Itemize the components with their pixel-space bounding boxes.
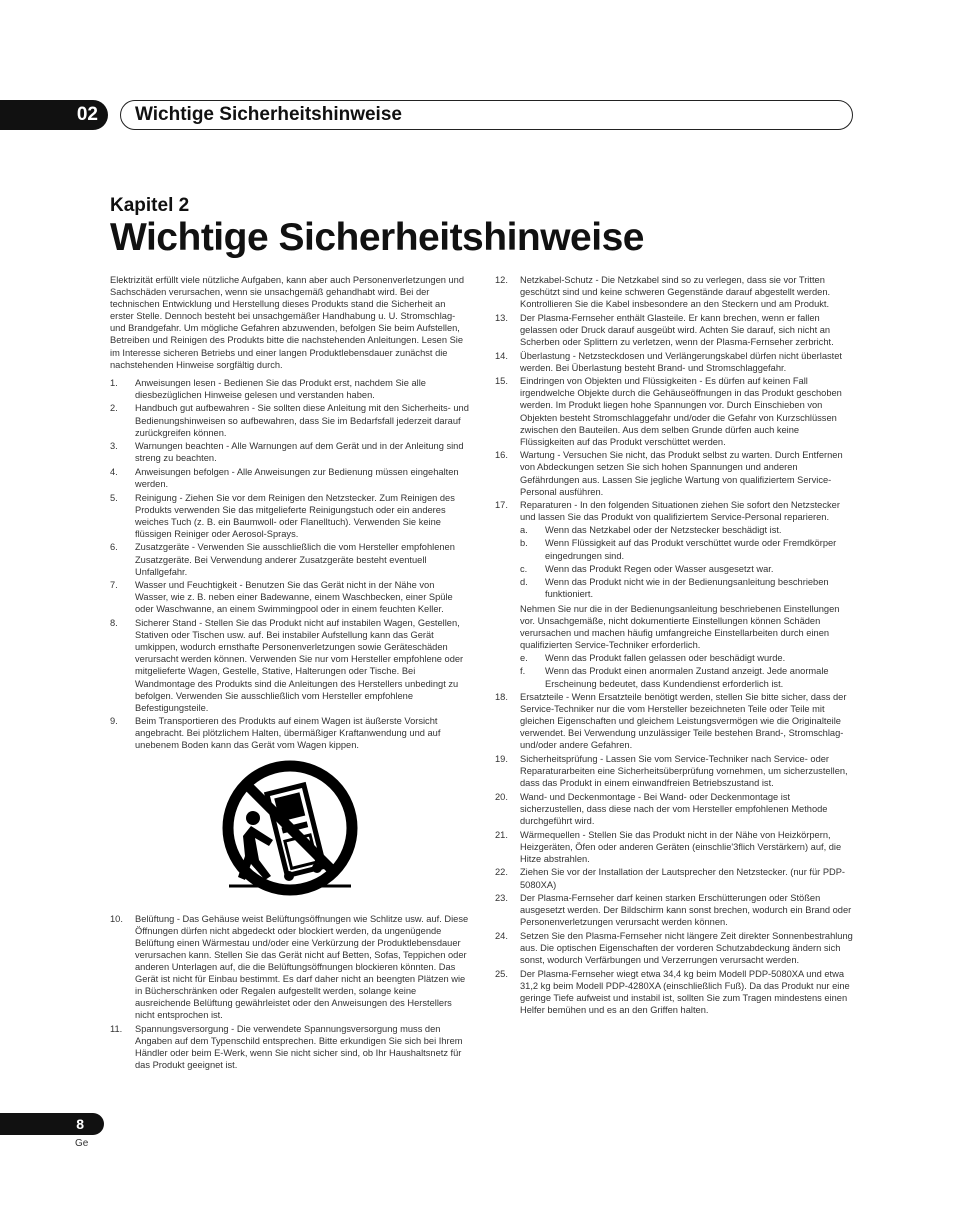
repair-conditions-list-continued xyxy=(520,652,855,689)
repair-conditions-list xyxy=(520,524,855,600)
list-item: 8. Sicherer Stand - Stellen Sie das Produkt nicht auf instabilen Wagen, Gestellen, Stativen oder Tischen usw. auf. Bei instabiler Aufstellung kann das Gerät umkippen, wodurch ernsthafte Personenverletzungen sowie Geräteschäden verursacht werden können. Verwenden Sie nur vom Hersteller empfohlene oder mitgelieferte Wagen, Gestelle, Stative, Halterungen oder Tische. Bei Wandmontage des Produkts sind die Anleitungen des Herstellers unbedingt zu befolgen. Verwenden Sie ausschließlich vom Hersteller empfohlene Befestigungsteile. xyxy=(110,618,464,713)
sub-list-item: e. Wenn das Produkt fallen gelassen oder beschädigt wurde. xyxy=(520,653,786,664)
list-item: 16. Wartung - Versuchen Sie nicht, das Produkt selbst zu warten. Durch Entfernen von Abdeckungen setzen Sie sich hohen Spannungen und anderen Gefährdungen aus. Lassen Sie jegliche Wartung von qualifiziertem Service-Personal ausführen. xyxy=(495,450,843,497)
list-item: 4. Anweisungen befolgen - Alle Anweisungen zur Bedienung müssen eingehalten werden. xyxy=(110,466,459,489)
intro-paragraph: Elektrizität erfüllt viele nützliche Aufgaben, kann aber auch Personenverletzungen und Sachschäden verursachen, wenn sie unsachgemäß gehandhabt wird. Bei der technischen Entwicklung und Herstellung dieses Produkts stand die Sicherheit an erster Stelle. Dennoch besteht bei unsachgemäßer Handhabung u. U. Stromschlag- und Brandgefahr. Um mögliche Gefahren abzuwenden, befolgen Sie beim Aufstellen, Betreiben und Reinigen des Produkts bitte die nachstehenden Anleitungen. Lesen Sie im Interesse sicheren Betriebs und einer langen Produktlebensdauer zunächst die nachstehenden Hinweise sorgfältig durch. xyxy=(110,275,465,370)
list-item: 25. Der Plasma-Fernseher wiegt etwa 34,4 kg beim Modell PDP-5080XA und etwa 31,2 kg beim Modell PDP-4280XA (einschließlich Fuß). Da das Produkt nur eine geringe Tiefe aufweist und instabil ist, sollten Sie zum Tragen mindestens einen Helfer bemühen und es an den Griffen halten. xyxy=(495,968,850,1015)
sub-list-item: a. Wenn das Netzkabel oder der Netzstecker beschädigt ist. xyxy=(520,525,782,536)
list-item: 12. Netzkabel-Schutz - Die Netzkabel sind so zu verlegen, dass sie vor Tritten geschützt sind und keine schweren Gegenstände darauf abgestellt werden. Kontrollieren Sie die Kabel insbesondere an den Steckern und am Produkt. xyxy=(495,275,831,310)
chapter-label: Kapitel 2 xyxy=(110,195,190,216)
list-item: 6. Zusatzgeräte - Verwenden Sie ausschließlich die vom Hersteller empfohlenen Zusatzgeräte. Bei Verwendung anderer Zusatzgeräte besteht eventuell Unfallgefahr. xyxy=(110,542,455,577)
cart-warning-figure xyxy=(110,760,470,905)
safety-list-left xyxy=(110,377,470,752)
sub-list-item: c. Wenn das Produkt Regen oder Wasser ausgesetzt war. xyxy=(520,563,774,574)
list-item: 19. Sicherheitsprüfung - Lassen Sie vom Service-Techniker nach Service- oder Reparaturarbeiten eine Sicherheitsüberprüfung vornehmen, um sicherzustellen, dass das Produkt in einem einwandfreien Betriebszustand ist. xyxy=(495,754,848,789)
list-item: 23. Der Plasma-Fernseher darf keinen starken Erschütterungen oder Stößen ausgesetzt werden. Der Bildschirm kann sonst brechen, wodurch ein Brand oder Personenverletzungen verursacht werden können. xyxy=(495,893,852,928)
list-item: 14. Überlastung - Netzsteckdosen und Verlängerungskabel dürfen nicht überlastet werden. Bei Überlastung besteht Brand- und Stromschlaggefahr. xyxy=(495,350,842,373)
safety-list-right xyxy=(495,274,855,1016)
page-number: 8 xyxy=(0,1113,104,1135)
list-item: 20. Wand- und Deckenmontage - Bei Wand- oder Deckenmontage ist sicherzustellen, dass diese nach der vom Hersteller empfohlenen Methode durchgeführt wird. xyxy=(495,791,828,827)
repair-note: Nehmen Sie nur die in der Bedienungsanleitung beschriebenen Einstellungen vor. Unsachgemäße, nicht dokumentierte Einstellungen können Schäden verursachen und machen häufig umfangreiche Einstellarbeiten durch einen qualifizierten Service-Techniker erforderlich. xyxy=(520,603,840,651)
list-item: 1. Anweisungen lesen - Bedienen Sie das Produkt erst, nachdem Sie alle diesbezüglichen Hinweise gelesen und verstanden haben. xyxy=(110,377,426,400)
right-column xyxy=(495,274,855,1018)
list-item: 5. Reinigung - Ziehen Sie vor dem Reinigen den Netzstecker. Zum Reinigen des Produkts verwenden Sie das mitgelieferte Reinigungstuch oder ein anderes weiches Tuch (z. B. ein Baumwoll- oder Flanelltuch). Verwenden Sie keine flüssigen Reiniger oder Aerosol-Sprays. xyxy=(110,492,455,539)
list-item: 21. Wärmequellen - Stellen Sie das Produkt nicht in der Nähe von Heizkörpern, Heizgeräten, Öfen oder anderen Geräten (einschlie'3flich Verstärkern) auf, die Hitze abstrahlen. xyxy=(495,829,842,864)
left-column xyxy=(110,274,470,1073)
list-item: 11. Spannungsversorgung - Die verwendete Spannungsversorgung muss den Angaben auf dem Typenschild entsprechen. Bitte erkundigen Sie sich bei Ihrem Händler oder beim E-Werk, wenn Sie nicht sicher sind, ob Ihr Haushaltsnetz für das Produkt geeignet ist. xyxy=(110,1023,463,1071)
list-item: 15. Eindringen von Objekten und Flüssigkeiten - Es dürfen auf keinen Fall irgendwelche Objekte durch die Gehäuseöffnungen in das Produkt geschoben werden. Im Produkt liegen hohe Spannungen vor. Durch Einschieben von Objekten besteht Stromschlaggefahr und/oder die Gefahr von Kurzschlüssen zwischen den Bauteilen. Aus dem selben Grunde dürfen auch keine Flüssigkeiten auf das Produkt verschüttet werden. xyxy=(495,376,842,447)
language-code: Ge xyxy=(75,1138,89,1149)
list-item-repairs: 17. Reparaturen - In den folgenden Situationen ziehen Sie sofort den Netzstecker und lassen Sie das Produkt von qualifiziertem Service-Personal reparieren. a. Wenn das Netzkabel oder der Netzstecker beschädigt ist. b. Wenn Flüssigkeit auf das Produkt verschüttet wurde oder Fremdkörper eingedrungen sind. c. Wenn das Produkt Regen oder Wasser ausgesetzt war. d. Wenn das Produkt nicht wie in der Bedienungsanleitung beschrieben funktioniert. Nehmen Sie nur die in der Bedienungsanleitung beschriebenen Einstellungen vor. Unsachgemäße, nicht dokumentierte Einstellungen können Schäden verursachen und machen häufig umfangreiche Einstellarbeiten durch einen qualifizierten Service-Techniker erforderlich. e. Wenn das Produkt fallen gelassen oder beschädigt wurde. f. Wenn das Produkt einen anormalen Zustand anzeigt. Jede anormale Erscheinung bedeutet, dass Kundendienst erforderlich ist. xyxy=(495,499,855,689)
sub-list-item: d. Wenn das Produkt nicht wie in der Bedienungsanleitung beschrieben funktioniert. xyxy=(520,576,829,599)
header-title: Wichtige Sicherheitshinweise xyxy=(120,100,853,130)
no-cart-tipping-icon xyxy=(215,760,365,900)
list-item: 13. Der Plasma-Fernseher enthält Glasteile. Er kann brechen, wenn er fallen gelassen oder Druck darauf ausgeübt wird. Achten Sie darauf, sich nicht an Scherben oder Splittern zu verletzen, wenn der Plasma-Fernseher zerbricht. xyxy=(495,312,834,347)
list-item: 7. Wasser und Feuchtigkeit - Benutzen Sie das Gerät nicht in der Nähe von Wasser, wie z. B. neben einer Badewanne, einem Waschbecken, einer Spüle oder Waschwanne, an einem Swimmingpool oder in einem feuchten Keller. xyxy=(110,580,453,615)
list-item: 2. Handbuch gut aufbewahren - Sie sollten diese Anleitung mit den Sicherheits- und Bedienungshinweisen so aufbewahren, dass Sie im Bedarfsfall jederzeit darauf zurückgreifen können. xyxy=(110,403,469,438)
list-item: 9. Beim Transportieren des Produkts auf einem Wagen ist äußerste Vorsicht angebracht. Bei plötzlichem Halten, übermäßiger Kraftanwendung und auf unebenem Boden kann das Gerät vom Wagen kippen. xyxy=(110,716,441,751)
list-item: 24. Setzen Sie den Plasma-Fernseher nicht längere Zeit direkter Sonnenbestrahlung aus. Die optischen Eigenschaften der vorderen Schutzabdeckung ändern sich sonst, wodurch Verfärbungen und Verzerrungen verursacht werden. xyxy=(495,930,853,966)
page-title: Wichtige Sicherheitshinweise xyxy=(110,216,644,259)
list-item: 10. Belüftung - Das Gehäuse weist Belüftungsöffnungen wie Schlitze usw. auf. Diese Öffnungen dürfen nicht abgedeckt oder blockiert werden, da ungenügende Belüftung einen Wärmestau und/oder eine Verkürzung der Produktlebensdauer verursachen kann. Stellen Sie das Gerät nicht auf Betten, Sofas, Teppichen oder anderen Unterlagen auf, die die Belüftungsöffnungen blockieren könnten. Das Gerät ist nicht für Einbau bestimmt. Es darf daher nicht an beengten Plätzen wie in Bücherschränken oder Regalen aufgestellt werden, solange keine ausreichende Belüftung gewährleistet oder den Anweisungen des Herstellers nicht entsprochen ist. xyxy=(110,913,469,1021)
sub-list-item: b. Wenn Flüssigkeit auf das Produkt verschüttet wurde oder Fremdkörper eingedrungen sind. xyxy=(520,538,837,561)
chapter-number-tab: 02 xyxy=(0,100,108,130)
list-item: 18. Ersatzteile - Wenn Ersatzteile benötigt werden, stellen Sie bitte sicher, dass der Service-Techniker nur die vom Hersteller bezeichneten Teile oder Teile mit gleichen Eigenschaften und gleichem Leistungsvermögen wie die Originalteile verwendet. Bei Verwendung unzulässiger Teile bestehen Brand-, Stromschlag- und/oder andere Gefahren. xyxy=(495,692,847,751)
list-item: 22. Ziehen Sie vor der Installation der Lautsprecher den Netzstecker. (nur für PDP-5080XA) xyxy=(495,867,846,890)
sub-list-item: f. Wenn das Produkt einen anormalen Zustand anzeigt. Jede anormale Erscheinung bedeutet, dass Kundendienst erforderlich ist. xyxy=(520,666,829,689)
safety-list-left-continued xyxy=(110,913,470,1072)
list-item: 3. Warnungen beachten - Alle Warnungen auf dem Gerät und in der Anleitung sind streng zu beachten. xyxy=(110,441,464,464)
